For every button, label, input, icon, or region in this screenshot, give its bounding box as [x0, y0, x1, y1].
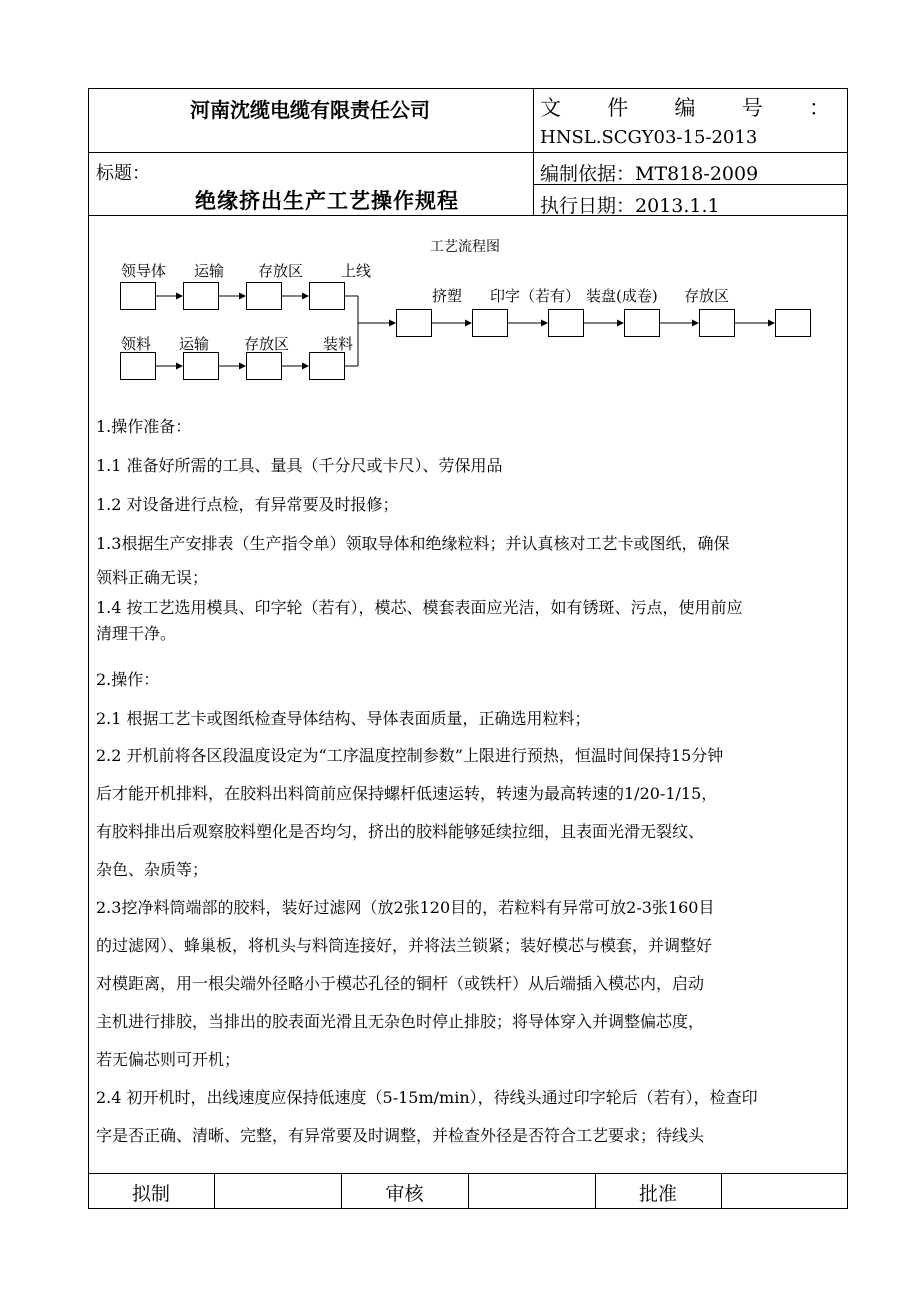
flow-label-extrusion: 挤塑 — [432, 287, 463, 305]
doc-no-char: ： — [809, 96, 830, 120]
flow-label-transport: 运输 — [194, 262, 225, 280]
section-1-item: 1.1 准备好所需的工具、量具（千分尺或卡尺）、劳保用品 — [96, 456, 503, 475]
section-2-item: 的过滤网）、蜂巢板，将机头与料筒连接好，并将法兰锁紧；装好模芯与模套，并调整好 — [96, 936, 713, 955]
section-1-item: 1.4 按工艺选用模具、印字轮（若有），模芯、模套表面应光洁，如有锈斑、污点，使用前应 — [96, 598, 743, 617]
section-2-heading: 2.操作： — [96, 670, 160, 689]
doc-no-char: 号 — [741, 96, 763, 120]
section-2-item: 2.3挖净料筒端部的胶料，装好过滤网（放2张120目的，若粒料有异常可放2-3张160目 — [96, 898, 715, 917]
compilation-basis: 编制依据：MT818-2009 — [540, 163, 759, 185]
doc-no-char: 文 — [540, 96, 561, 120]
flow-label-printing: 印字（若有） — [490, 287, 581, 305]
flow-chart-title: 工艺流程图 — [430, 239, 500, 255]
flow-label-storage-final: 存放区 — [684, 287, 730, 305]
flow-label-storage: 存放区 — [258, 262, 304, 280]
section-2-item: 有胶料排出后观察胶料塑化是否均匀，挤出的胶料能够延续拉细，且表面光滑无裂纹、 — [96, 822, 705, 841]
section-2-item: 对模距离，用一根尖端外径略小于模芯孔径的铜杆（或铁杆）从后端插入模芯内，启动 — [96, 974, 705, 993]
section-2-item: 2.1 根据工艺卡或图纸检查导体结构、导体表面质量，正确选用粒料； — [96, 709, 591, 728]
flow-arrows — [0, 0, 920, 420]
section-1-item: 清理干净。 — [96, 624, 177, 643]
section-1-item: 1.2 对设备进行点检，有异常要及时报修； — [96, 495, 399, 514]
section-1-item: 领料正确无误； — [96, 568, 209, 587]
flow-label-conductor: 领导体 — [121, 262, 167, 280]
document-title: 绝缘挤出生产工艺操作规程 — [195, 188, 459, 213]
footer-divider-5 — [721, 1173, 722, 1208]
reviewed-label: 审核 — [385, 1183, 424, 1205]
footer-divider-1 — [214, 1173, 215, 1208]
section-2-item: 杂色、杂质等； — [96, 860, 209, 879]
section-2-item: 字是否正确、清晰、完整，有异常要及时调整，并检查外径是否符合工艺要求；待线头 — [96, 1126, 705, 1145]
footer-divider-3 — [468, 1173, 469, 1208]
doc-no-char: 编 — [674, 96, 696, 120]
section-1-heading: 1.操作准备： — [96, 417, 192, 436]
flow-label-transport: 运输 — [179, 335, 210, 353]
section-1-item: 1.3根据生产安排表（生产指令单）领取导体和绝缘粒料；并认真核对工艺卡或图纸，确保 — [96, 534, 730, 553]
drafted-label: 拟制 — [131, 1183, 170, 1205]
section-2-item: 若无偏芯则可开机； — [96, 1050, 241, 1069]
flow-label-storage: 存放区 — [244, 335, 290, 353]
section-2-item: 2.4 初开机时，出线速度应保持低速度（5-15m/min），待线头通过印字轮后（若有），检查印 — [96, 1088, 758, 1107]
table-border-bottom — [88, 1208, 848, 1209]
approved-label: 批准 — [638, 1183, 677, 1205]
flow-label-material: 领料 — [121, 335, 152, 353]
company-name: 河南沈缆电缆有限责任公司 — [190, 98, 430, 122]
flow-label-loading: 装料 — [323, 335, 354, 353]
execution-date: 执行日期：2013.1.1 — [540, 195, 720, 217]
section-2-item: 主机进行排胶，当排出的胶表面光滑且无杂色时停止排胶；将导体穿入并调整偏芯度， — [96, 1012, 705, 1031]
section-2-item: 2.2 开机前将各区段温度设定为“工序温度控制参数”上限进行预热，恒温时间保持15分钟 — [96, 746, 724, 765]
flow-label-reeling: 装盘(成卷) — [586, 287, 658, 305]
document-number-value: HNSL.SCGY03-15-2013 — [540, 127, 758, 148]
doc-no-char: 件 — [607, 96, 629, 120]
flow-label-payoff: 上线 — [341, 262, 372, 280]
section-2-item: 后才能开机排料，在胶料出料筒前应保持螺杆低速运转，转速为最高转速的1/20-1/15， — [96, 784, 718, 803]
title-label: 标题： — [96, 163, 150, 184]
